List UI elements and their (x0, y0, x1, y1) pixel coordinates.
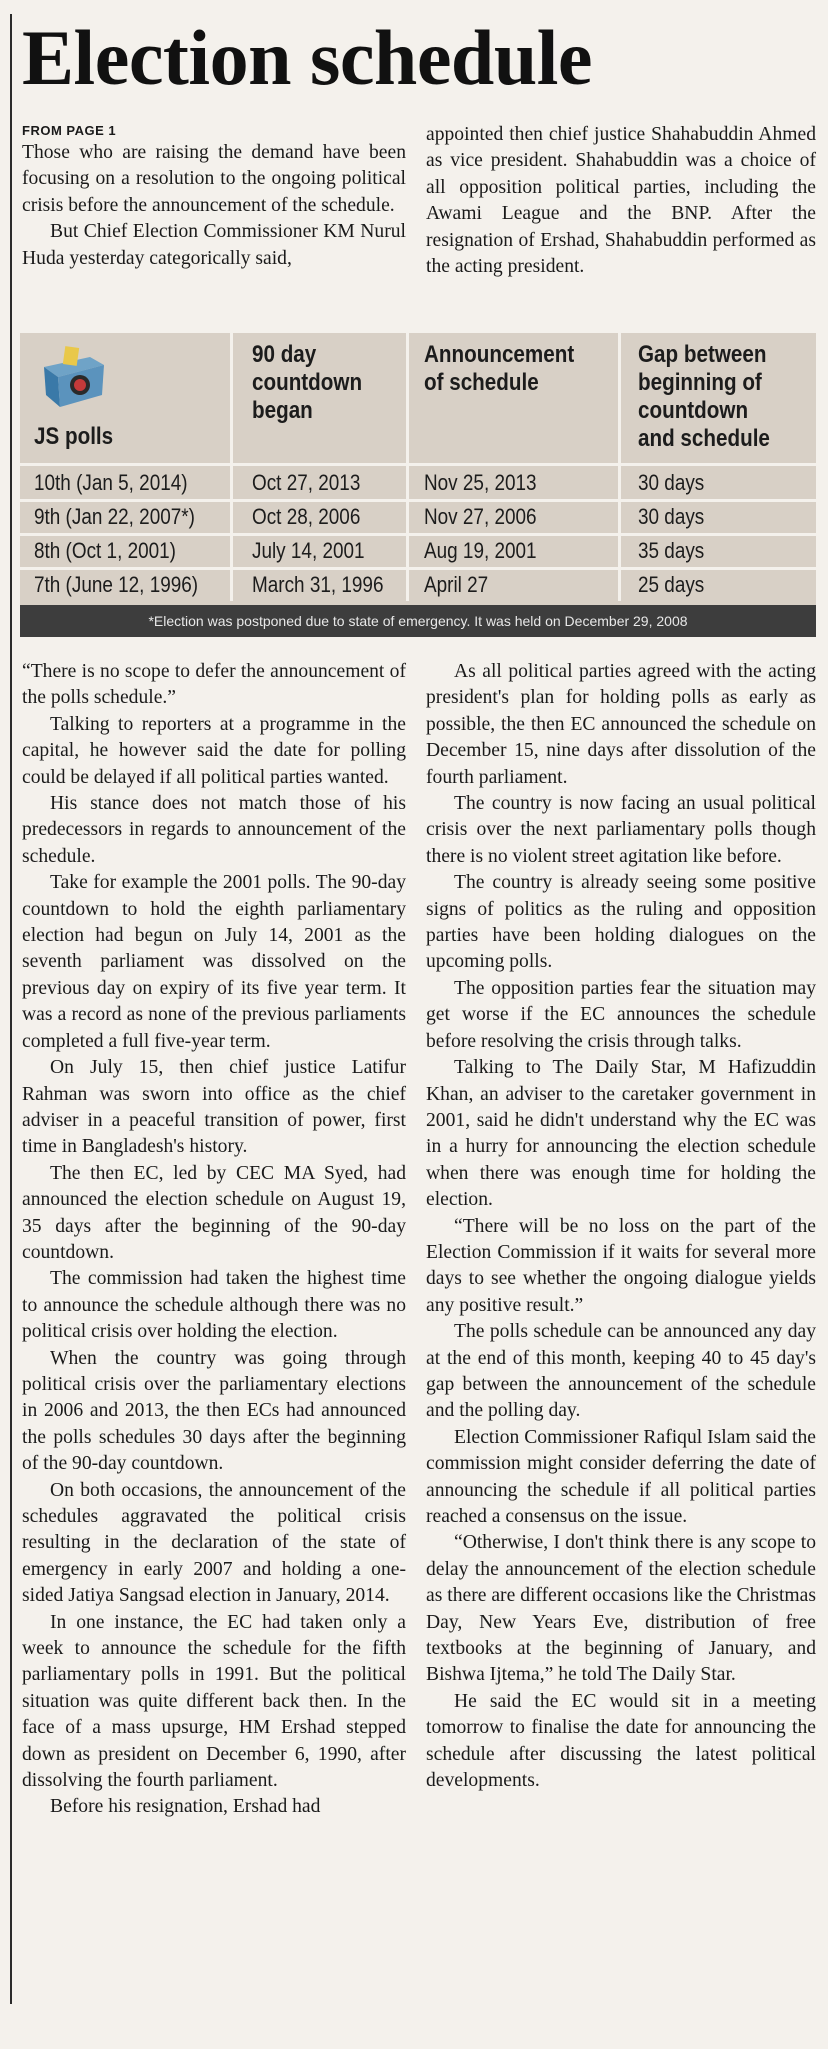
table-footnote: *Election was postponed due to state of emergency. It was held on December 29, 2008 (20, 605, 816, 637)
paragraph: When the country was going through political crisis over the parliamentary elections in 2006 and 2013, the then ECs had announced the polls schedules 30 days after the beginning of the 90-day countdown. (22, 1347, 406, 1475)
paragraph: In one instance, the EC had taken only a week to announce the schedule for the fifth parliamentary polls in 1991. But the political situation was quite different back then. In the face of a mass upsurge, HM Ershad stepped down as president on December 6, 1990, after dissolving the fourth parliament. (22, 1611, 406, 1792)
paragraph: The country is already seeing some positive signs of politics as the ruling and opposition parties have been holding dialogues on the upcoming polls. (426, 872, 816, 973)
paragraph: But Chief Election Commissioner KM Nurul Huda yesterday categorically said, (22, 221, 406, 269)
paragraph: The commission had taken the highest time to announce the schedule although there was no political crisis over holding the election. (22, 1268, 406, 1343)
paragraph: The opposition parties fear the situation may get worse if the EC announces the schedule before resolving the crisis through talks. (426, 977, 816, 1052)
table-row: 8th (Oct 1, 2001) July 14, 2001 Aug 19, 2001 35 days (34, 538, 705, 563)
top-left-column (22, 122, 406, 272)
bottom-left-column (22, 659, 406, 1821)
row-divider (20, 463, 816, 466)
paragraph: His stance does not match those of his predecessors in regards to announcement of the schedule. (22, 793, 406, 867)
paragraph: Talking to reporters at a programme in the capital, he however said the date for polling could be delayed if all political parties wanted. (22, 713, 406, 788)
bottom-right-column (426, 659, 816, 1794)
paragraph: Election Commissioner Rafiqul Islam said the commission might consider deferring the date of announcing the schedule if all political parties reached a consensus on the issue. (426, 1426, 816, 1527)
paragraph: As all political parties agreed with the acting president's plan for holding polls as early as possible, the then EC announced the schedule on December 15, nine days after dissolution of the fourth parliament. (426, 661, 816, 788)
paragraph: Talking to The Daily Star, M Hafizuddin Khan, an adviser to the caretaker government in 2001, said he didn't understand why the EC was in a hurry for announcing the election schedule when there was enough time for holding the election. (426, 1057, 816, 1211)
top-right-column (426, 122, 816, 280)
paragraph: The polls schedule can be announced any day at the end of this month, keeping 40 to 45 day's gap between the announcement of the schedule and the polling day. (426, 1321, 816, 1422)
paragraph: Take for example the 2001 polls. The 90-day countdown to hold the eighth parliamentary election had begun on July 14, 2001 as the seventh parliament was dissolved on the previous day on expiry of its five year term. It was a record as none of the previous parliaments completed a full five-year term. (22, 872, 406, 1052)
header-countdown: 90 day countdown began (252, 341, 363, 424)
header-announcement: Announcement of schedule (424, 341, 575, 396)
paragraph: “There is no scope to defer the announcement of the polls schedule.” (22, 661, 406, 709)
kicker: FROM PAGE 1 (22, 123, 117, 138)
paragraph: Before his resignation, Ershad had (50, 1796, 321, 1818)
paragraph: The country is now facing an usual political crisis over the next parliamentary polls though there is no violent street agitation like before. (426, 793, 816, 867)
table-row: 7th (June 12, 1996) March 31, 1996 April 27 25 days (34, 572, 705, 597)
table-row: 10th (Jan 5, 2014) Oct 27, 2013 Nov 25, 2013 30 days (34, 470, 705, 495)
left-column-rule (10, 14, 12, 2004)
paragraph: “There will be no loss on the part of the Election Commission if it waits for several more days to see whether the ongoing dialogue yields any positive result.” (426, 1215, 816, 1316)
header-gap: Gap between beginning of countdown and schedule (638, 341, 770, 452)
paragraph: The then EC, led by CEC MA Syed, had announced the election schedule on August 19, 35 days after the beginning of the 90-day countdown. (22, 1162, 406, 1263)
headline: Election schedule (22, 14, 592, 101)
paragraph: On both occasions, the announcement of the schedules aggravated the political crisis resulting in the declaration of the state of emergency in early 2007 and holding a one-sided Jatiya Sangsad election in January, 2014. (22, 1479, 406, 1607)
paragraph: appointed then chief justice Shahabuddin Ahmed as vice president. Shahabuddin was a choice of all opposition political parties, including the Awami League and the BNP. After the resignation of Ershad, Shahabuddin performed as the acting president. (426, 124, 816, 278)
paragraph: He said the EC would sit in a meeting tomorrow to finalise the date for announcing the schedule after discussing the latest political developments. (426, 1690, 816, 1792)
table-row: 9th (Jan 22, 2007*) Oct 28, 2006 Nov 27, 2006 30 days (34, 504, 705, 529)
header-js-polls: JS polls (34, 423, 114, 450)
table-header (20, 333, 816, 463)
paragraph: “Otherwise, I don't think there is any scope to delay the announcement of the election schedule as there are different occasions like the Christmas Day, New Years Eve, distribution of free textbooks at the beginning of January, and Bishwa Ijtema,” he told The Daily Star. (426, 1532, 816, 1686)
paragraph: Those who are raising the demand have been focusing on a resolution to the ongoing political crisis before the announcement of the schedule. (22, 142, 406, 216)
paragraph: On July 15, then chief justice Latifur Rahman was sworn into office as the chief adviser in a peaceful transition of power, first time in Bangladesh's history. (22, 1057, 406, 1158)
polls-schedule-table (20, 333, 816, 637)
